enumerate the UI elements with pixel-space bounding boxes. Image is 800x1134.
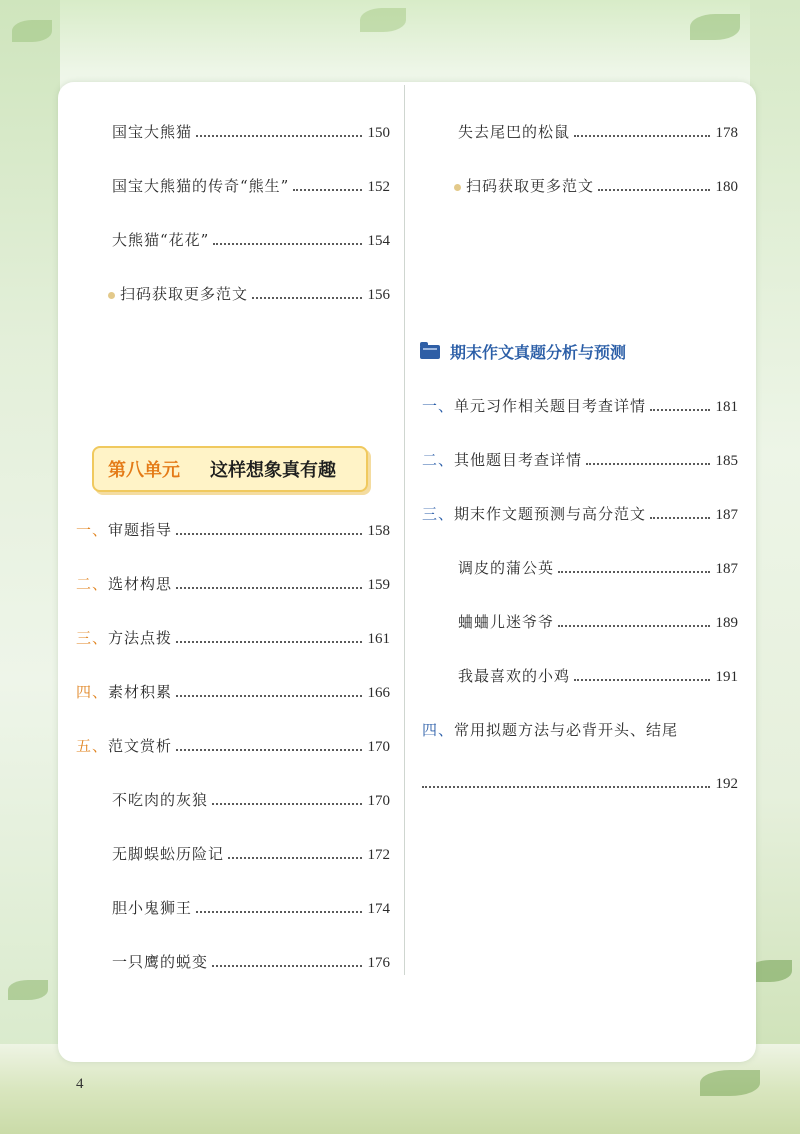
toc-entry-number: 二、 <box>422 451 455 469</box>
toc-entry-label: 其他题目考查详情 <box>454 451 583 469</box>
toc-entry-number: 五、 <box>76 737 109 755</box>
leader-dots <box>598 189 709 191</box>
section-title: 期末作文真题分析与预测 <box>450 343 627 362</box>
toc-entry[interactable] <box>458 558 738 579</box>
toc-entry-page: 158 <box>367 523 390 539</box>
leader-dots <box>212 965 361 967</box>
toc-entry[interactable] <box>76 628 390 649</box>
decorative-leaf <box>700 1070 760 1096</box>
toc-entry[interactable] <box>112 122 390 143</box>
toc-entry-label: 方法点拨 <box>108 629 173 647</box>
toc-entry-number: 一、 <box>422 397 455 415</box>
toc-entry-label: 范文赏析 <box>108 737 173 755</box>
leader-dots <box>293 189 361 191</box>
folder-icon <box>420 345 440 359</box>
unit-banner <box>92 446 368 492</box>
toc-entry-page: 191 <box>715 669 738 685</box>
page-number: 4 <box>76 1076 84 1092</box>
leader-dots <box>176 587 361 589</box>
toc-entry[interactable] <box>76 682 390 703</box>
toc-entry[interactable] <box>458 666 738 687</box>
leader-dots <box>212 803 361 805</box>
toc-entry-label: 蛐蛐儿迷爷爷 <box>458 613 555 631</box>
toc-entry-page: 185 <box>715 453 738 469</box>
toc-entry[interactable] <box>76 736 390 757</box>
leader-dots <box>586 463 709 465</box>
leader-dots <box>213 243 361 245</box>
toc-entry-page: 150 <box>367 125 390 141</box>
toc-entry[interactable] <box>458 122 738 143</box>
toc-entry[interactable] <box>422 504 738 525</box>
leader-dots <box>558 571 709 573</box>
leader-dots <box>558 625 709 627</box>
toc-entry-page: 176 <box>367 955 390 971</box>
unit-title: 这样想象真有趣 <box>210 460 336 481</box>
toc-entry-label: 国宝大熊猫的传奇“熊生” <box>112 177 290 195</box>
toc-entry-number: 三、 <box>422 505 455 523</box>
toc-entry[interactable] <box>112 844 390 865</box>
toc-entry-label: 单元习作相关题目考查详情 <box>454 397 647 415</box>
toc-entry-label: 扫码获取更多范文 <box>120 285 249 303</box>
toc-entry-page: 181 <box>715 399 738 415</box>
leader-dots <box>228 857 361 859</box>
section-heading <box>420 340 626 363</box>
leader-dots <box>650 409 709 411</box>
toc-entry[interactable] <box>112 898 390 919</box>
toc-entry-number: 一、 <box>76 521 109 539</box>
leader-dots <box>176 533 361 535</box>
toc-entry[interactable] <box>422 720 738 740</box>
toc-entry-page: 172 <box>367 847 390 863</box>
toc-entry-label: 国宝大熊猫 <box>112 123 193 141</box>
toc-entry-label: 一只鹰的蜕变 <box>112 953 209 971</box>
toc-entry[interactable] <box>422 450 738 471</box>
decorative-leaf <box>690 14 740 40</box>
decorative-leaf <box>12 20 52 42</box>
column-divider <box>404 85 405 975</box>
toc-entry[interactable] <box>458 612 738 633</box>
toc-entry[interactable] <box>112 952 390 973</box>
leader-dots <box>252 297 361 299</box>
toc-entry-qr[interactable] <box>108 284 390 305</box>
toc-entry-page: 154 <box>367 233 390 249</box>
toc-entry-label: 我最喜欢的小鸡 <box>458 667 571 685</box>
toc-entry-number: 二、 <box>76 575 109 593</box>
toc-entry-page: 170 <box>367 793 390 809</box>
toc-entry-qr[interactable] <box>454 176 738 197</box>
decorative-leaf <box>8 980 48 1000</box>
toc-entry-page: 187 <box>715 507 738 523</box>
toc-entry-label: 不吃肉的灰狼 <box>112 791 209 809</box>
leader-dots <box>176 641 361 643</box>
toc-entry-page: 152 <box>367 179 390 195</box>
toc-entry-label: 调皮的蒲公英 <box>458 559 555 577</box>
toc-entry-page: 166 <box>367 685 390 701</box>
toc-entry-page: 170 <box>367 739 390 755</box>
leader-dots <box>176 695 361 697</box>
toc-entry-page: 159 <box>367 577 390 593</box>
leader-dots <box>574 679 709 681</box>
leader-dots <box>574 135 709 137</box>
leader-dots <box>196 911 361 913</box>
toc-entry-label: 素材积累 <box>108 683 173 701</box>
toc-entry-label: 审题指导 <box>108 521 173 539</box>
toc-entry[interactable] <box>422 396 738 417</box>
leader-dots <box>650 517 709 519</box>
toc-entry-page: 174 <box>367 901 390 917</box>
toc-entry-label: 选材构思 <box>108 575 173 593</box>
toc-entry[interactable] <box>76 520 390 541</box>
background-foliage-left <box>0 0 60 1134</box>
toc-entry[interactable] <box>112 176 390 197</box>
toc-entry-page: 161 <box>367 631 390 647</box>
toc-entry-number: 四、 <box>76 683 109 701</box>
toc-entry-label: 期末作文题预测与高分范文 <box>454 505 647 523</box>
toc-entry-page: 192 <box>715 776 738 792</box>
toc-entry-label: 扫码获取更多范文 <box>466 177 595 195</box>
toc-entry-page: 189 <box>715 615 738 631</box>
toc-entry-label: 大熊猫“花花” <box>112 231 210 249</box>
toc-entry-label: 胆小鬼狮王 <box>112 899 193 917</box>
bullet-dot-icon <box>108 292 115 299</box>
toc-entry-label: 无脚蜈蚣历险记 <box>112 845 225 863</box>
leader-dots <box>422 786 710 788</box>
unit-number: 第八单元 <box>108 460 180 481</box>
toc-entry-page: 178 <box>715 125 738 141</box>
toc-entry-page: 187 <box>715 561 738 577</box>
toc-entry-page: 156 <box>367 287 390 303</box>
toc-entry[interactable] <box>112 790 390 811</box>
toc-entry-page: 180 <box>715 179 738 195</box>
toc-entry-label: 失去尾巴的松鼠 <box>458 123 571 141</box>
toc-entry-continuation[interactable] <box>422 774 738 794</box>
toc-entry-label: 常用拟题方法与必背开头、结尾 <box>454 721 679 739</box>
toc-entry[interactable] <box>76 574 390 595</box>
leader-dots <box>176 749 361 751</box>
toc-entry-number: 四、 <box>422 721 455 739</box>
bullet-dot-icon <box>454 184 461 191</box>
leader-dots <box>196 135 361 137</box>
decorative-leaf <box>360 8 406 32</box>
toc-entry-number: 三、 <box>76 629 109 647</box>
toc-entry[interactable] <box>112 230 390 251</box>
